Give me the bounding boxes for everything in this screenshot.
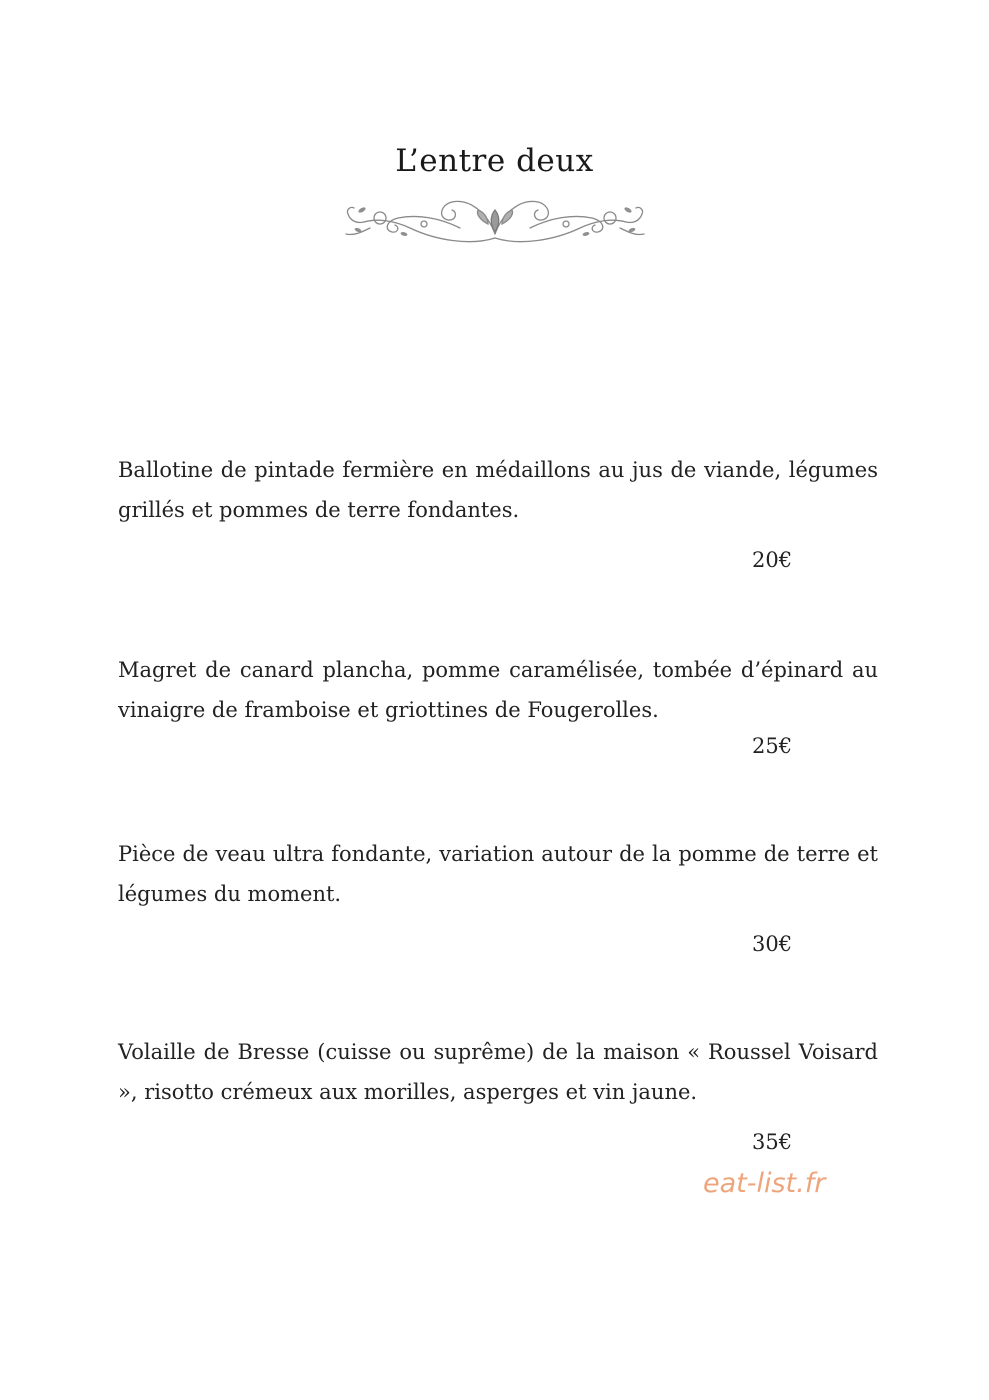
dish-description: Ballotine de pintade fermière en médaillons au jus de viande, légumes grillés et pommes de terre fondantes. <box>118 458 878 522</box>
dish-item <box>118 650 878 730</box>
dish-price: 25€ <box>752 734 793 758</box>
dish-price: 30€ <box>752 932 793 956</box>
dish-item <box>118 834 878 914</box>
dish-price: 20€ <box>752 548 793 572</box>
watermark: eat-list.fr <box>703 1168 826 1199</box>
dish-item <box>118 1032 878 1112</box>
page-title: L’entre deux <box>395 142 594 179</box>
dish-description: Pièce de veau ultra fondante, variation autour de la pomme de terre et légumes du moment. <box>118 842 878 906</box>
dish-price: 35€ <box>752 1130 793 1154</box>
dish-description: Volaille de Bresse (cuisse ou suprême) de la maison « Roussel Voisard », risotto crémeux aux morilles, asperges et vin jaune. <box>118 1040 878 1104</box>
flourish-ornament-icon <box>340 184 650 250</box>
dish-description: Magret de canard plancha, pomme caramélisée, tombée d’épinard au vinaigre de framboise et griottines de Fougerolles. <box>118 658 878 722</box>
dish-item <box>118 450 878 530</box>
